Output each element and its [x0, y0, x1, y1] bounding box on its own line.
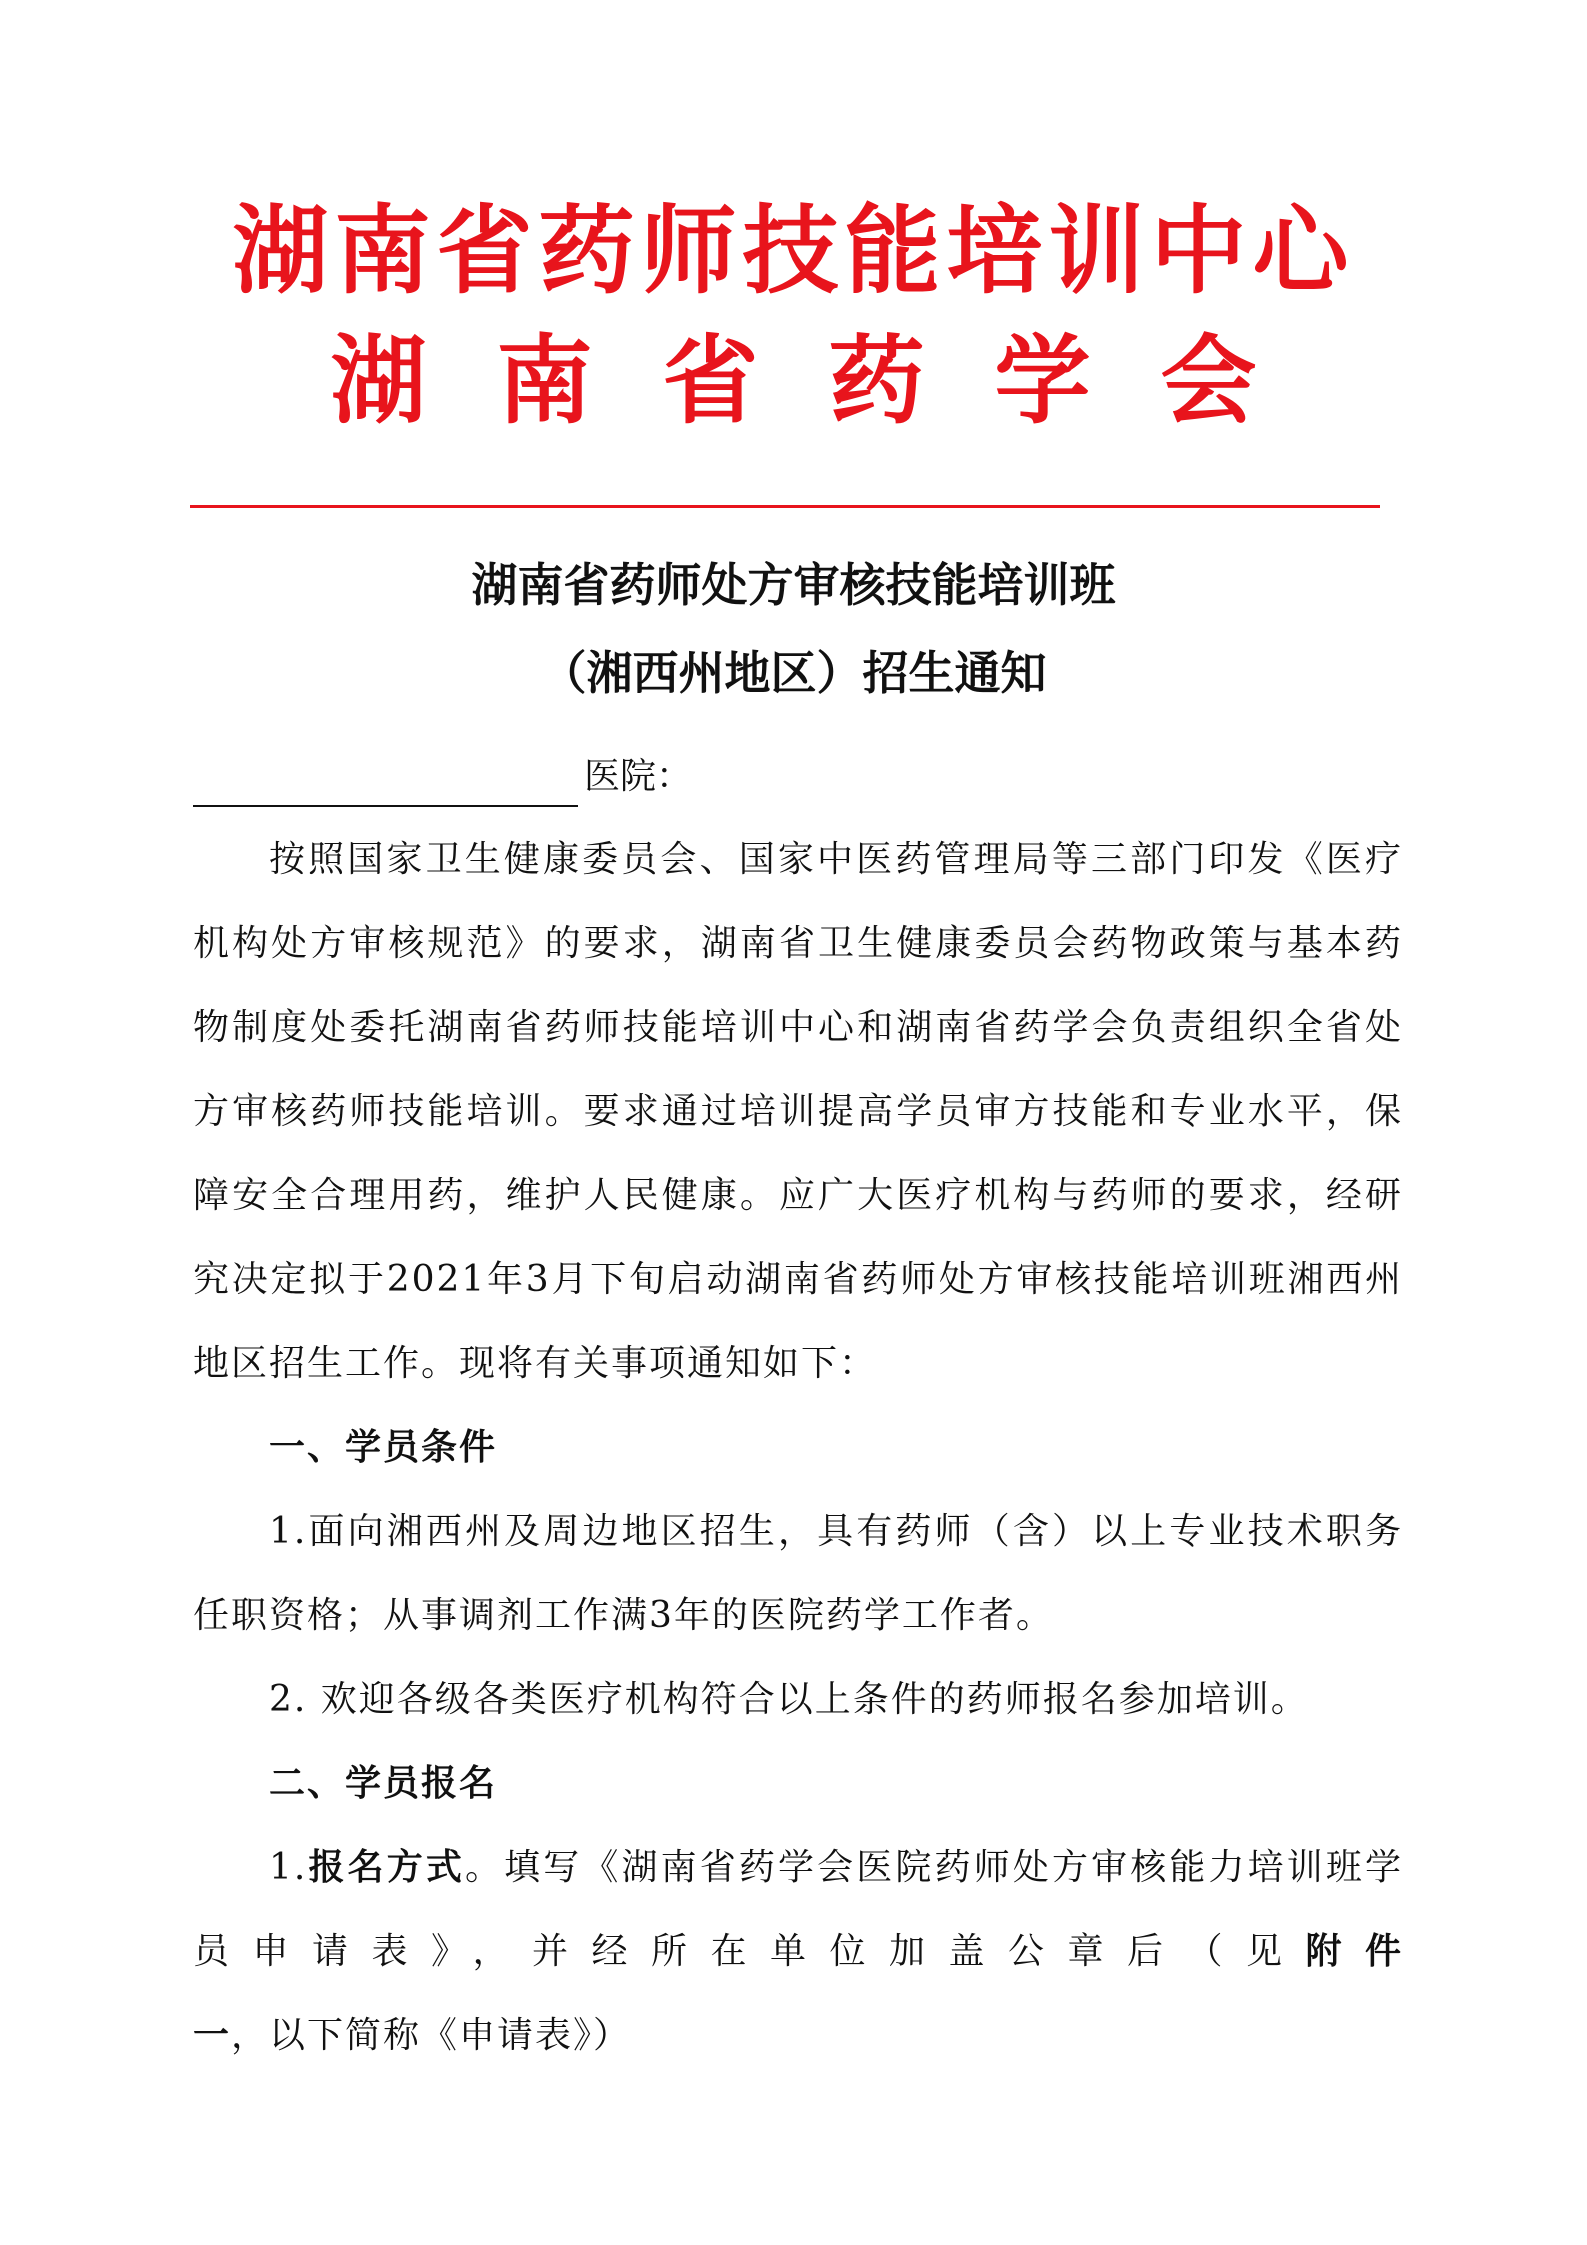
- hospital-name-blank: [193, 761, 578, 807]
- section2-heading: 二、学员报名: [269, 1763, 498, 1804]
- section2-item1-text-b: ，以下简称《申请表》）: [231, 2015, 632, 2056]
- intro-paragraph: 按照国家卫生健康委员会、国家中医药管理局等三部门印发《医疗机构处方审核规范》的要求，湖南省卫生健康委员会药物政策与基本药物制度处委托湖南省药师技能培训中心和湖南省药学会负责组织全省处方审核药师技能培训。要求通过培训提高学员审方技能和专业水平，保障安全合理用药，维护人民健康。应广大医疗机构与药师的要求，经研究决定拟于2021年3月下旬启动湖南省药师处方审核技能培训班湘西州地区招生工作。现将有关事项通知如下：: [193, 839, 1403, 1384]
- notice-title-line2: （湘西州地区）招生通知: [540, 646, 1047, 700]
- attachment-reference: 附件一: [193, 1931, 1403, 2056]
- section2-item1: [193, 1826, 1403, 2078]
- section2-item1-text-a: 。填写《湖南省药学会医院药师处方审核能力培训班学员申请表》，并经所在单位加盖公章后（见: [193, 1847, 1403, 1972]
- section1-item1: 1.面向湘西州及周边地区招生，具有药师（含）以上专业技术职务任职资格；从事调剂工作满3年的医院药学工作者。: [193, 1511, 1403, 1636]
- section2-item1-label: 报名方式: [307, 1847, 466, 1888]
- notice-title-line1: 湖南省药师处方审核技能培训班: [471, 558, 1116, 612]
- org-name-line1: 湖南省药师技能培训中心: [232, 195, 1355, 307]
- org-name-line2: 湖南省药学会: [330, 325, 1327, 437]
- section2-item1-number: 1.: [269, 1847, 308, 1888]
- salutation: [193, 747, 692, 807]
- header-divider: [190, 505, 1380, 508]
- section1-heading: 一、学员条件: [269, 1427, 498, 1468]
- salutation-suffix: 医院：: [584, 756, 693, 797]
- section1-item2: 2. 欢迎各级各类医疗机构符合以上条件的药师报名参加培训。: [269, 1679, 1309, 1720]
